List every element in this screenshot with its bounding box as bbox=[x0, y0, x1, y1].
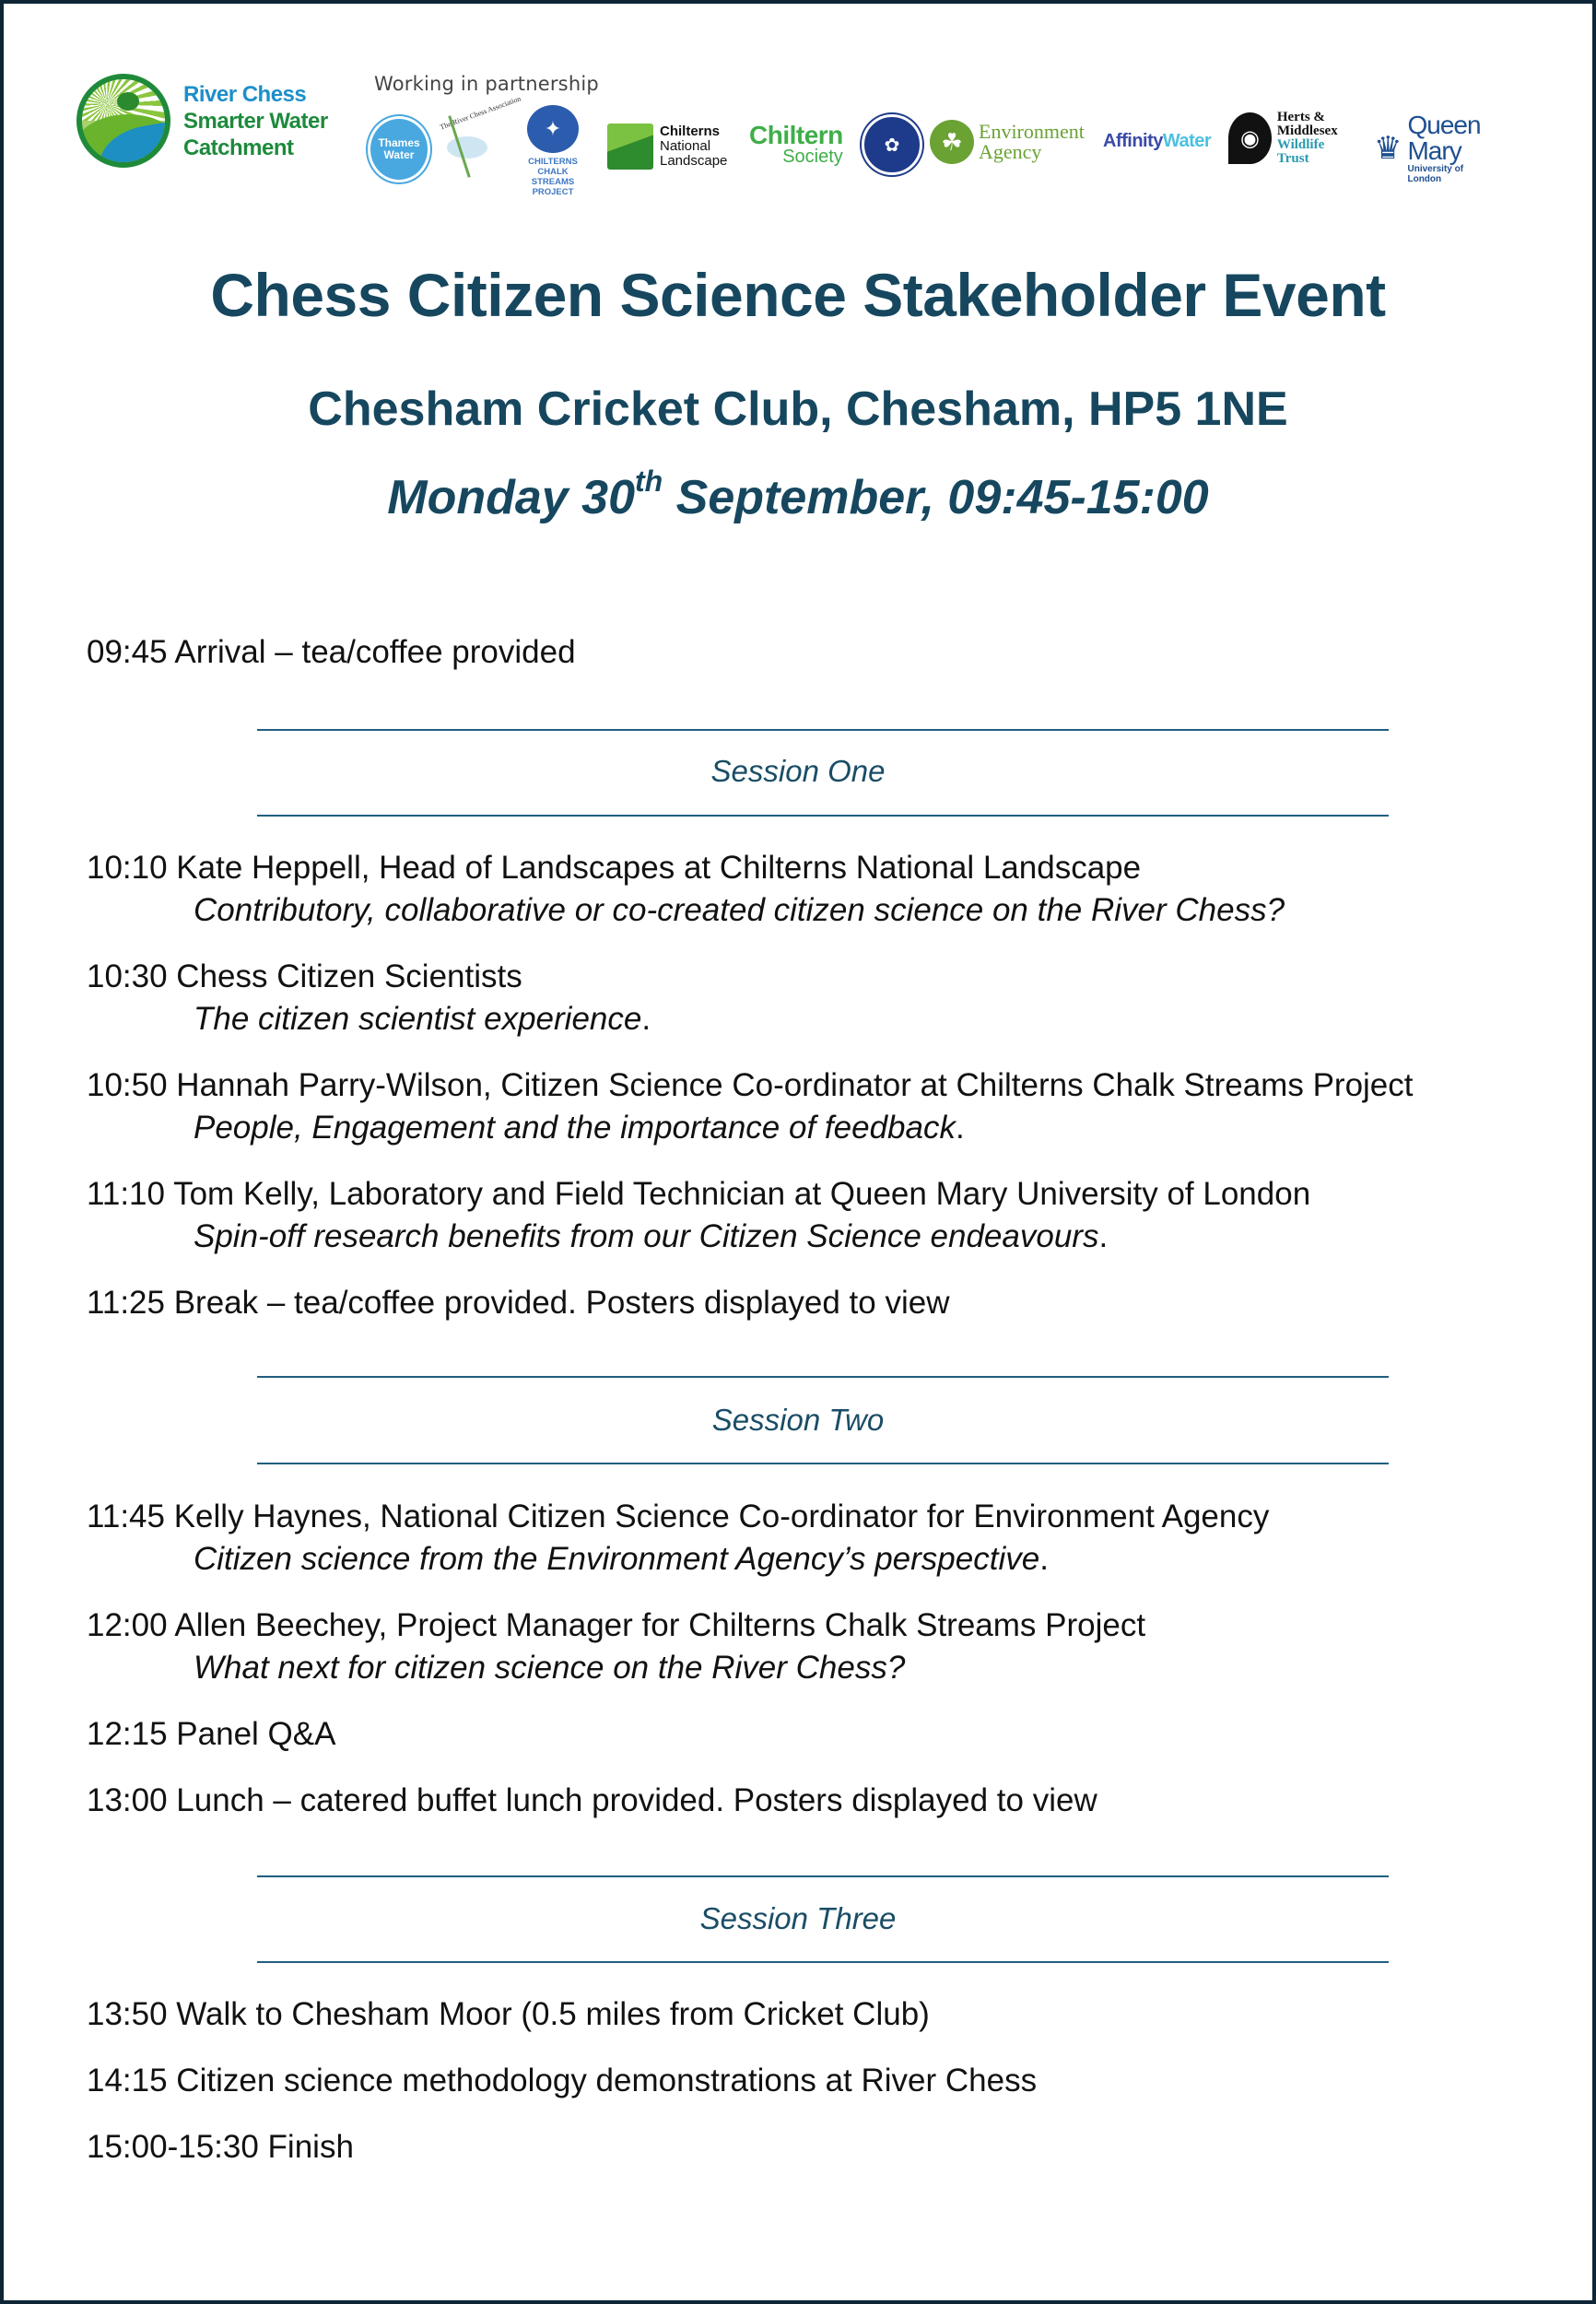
agenda-item-panel: 12:15 Panel Q&A bbox=[87, 1716, 336, 1752]
divider bbox=[257, 815, 1389, 817]
divider bbox=[257, 1463, 1389, 1464]
river-chess-landscape-logo-icon bbox=[76, 74, 170, 168]
talk-subtitle: People, Engagement and the importance of feedback. bbox=[194, 1110, 965, 1146]
dragonfly-logo-icon: The River Chess Association bbox=[438, 109, 499, 182]
buckinghamshire-council-seal-icon: ✿ bbox=[862, 114, 922, 175]
agenda-item-finish: 15:00-15:30 Finish bbox=[87, 2129, 354, 2165]
agenda-item: 13:50 Walk to Chesham Moor (0.5 miles from Cricket Club) bbox=[87, 1996, 930, 2032]
divider bbox=[257, 1376, 1389, 1378]
thames-water-logo-icon: Thames Water bbox=[368, 116, 430, 182]
affinity-water-logo: Affinity Water bbox=[1103, 131, 1212, 151]
session-three-heading: Session Three bbox=[699, 1901, 897, 1935]
agenda-item: 14:15 Citizen science methodology demonstrations at River Chess bbox=[87, 2063, 1038, 2098]
environment-agency-logo: ☘ Environment Agency bbox=[930, 120, 1085, 164]
talk-subtitle: Spin-off research benefits from our Citizen Science endeavours. bbox=[194, 1218, 1109, 1254]
landscape-logo-icon bbox=[607, 123, 653, 170]
talk-subtitle: Contributory, collaborative or co-created citizen science on the River Chess? bbox=[194, 892, 1285, 928]
talk-subtitle: Citizen science from the Environment Agency’s perspective. bbox=[194, 1541, 1049, 1577]
talk-subtitle: The citizen scientist experience. bbox=[194, 1001, 651, 1037]
river-chess-smarter-water-catchment-logo bbox=[76, 74, 328, 168]
agenda-item-lunch: 13:00 Lunch – catered buffet lunch provided. Posters displayed to view bbox=[87, 1782, 1097, 1818]
crown-logo-icon: ♛ bbox=[1374, 131, 1402, 166]
agenda-item: 12:00 Allen Beechey, Project Manager for Chilterns Chalk Streams Project bbox=[87, 1607, 1146, 1643]
agenda-item: 10:30 Chess Citizen Scientists bbox=[87, 958, 522, 994]
event-date-time: Monday 30th September, 09:45-15:00 bbox=[387, 464, 1209, 524]
divider bbox=[257, 729, 1389, 731]
logo-wordmark: River Chess Smarter Water Catchment bbox=[183, 81, 328, 160]
agenda-item: 11:10 Tom Kelly, Laboratory and Field Technician at Queen Mary University of London bbox=[87, 1176, 1311, 1212]
chilterns-chalk-streams-project-logo: ✦ CHILTERNS CHALK STREAMS PROJECT bbox=[521, 105, 585, 197]
divider bbox=[257, 1961, 1389, 1963]
queen-mary-university-logo: ♛ Queen Mary University of London bbox=[1374, 111, 1481, 184]
herts-middlesex-wildlife-trust-logo: ◉ Herts & Middlesex Wildlife Trust bbox=[1228, 111, 1346, 166]
agenda-item: 11:45 Kelly Haynes, National Citizen Science Co-ordinator for Environment Agency bbox=[87, 1499, 1270, 1534]
event-venue: Chesham Cricket Club, Chesham, HP5 1NE bbox=[308, 382, 1288, 436]
session-one-heading: Session One bbox=[710, 754, 886, 788]
page-title: Chess Citizen Science Stakeholder Event bbox=[210, 261, 1386, 329]
agenda-item: 10:50 Hannah Parry-Wilson, Citizen Science Co-ordinator at Chilterns Chalk Streams Project bbox=[87, 1067, 1414, 1103]
session-two-heading: Session Two bbox=[711, 1403, 885, 1437]
badger-logo-icon: ◉ bbox=[1228, 112, 1272, 164]
partnership-label: Working in partnership bbox=[374, 73, 599, 95]
tree-figure-logo-icon: ☘ bbox=[930, 120, 974, 164]
agenda-item-break: 11:25 Break – tea/coffee provided. Posters displayed to view bbox=[87, 1285, 950, 1321]
divider bbox=[257, 1875, 1389, 1877]
agenda-item: 10:10 Kate Heppell, Head of Landscapes at Chilterns National Landscape bbox=[87, 850, 1142, 886]
agenda-item-arrival: 09:45 Arrival – tea/coffee provided bbox=[87, 634, 576, 670]
chilterns-national-landscape-logo: Chilterns National Landscape bbox=[607, 122, 727, 171]
talk-subtitle: What next for citizen science on the River Chess? bbox=[194, 1650, 906, 1686]
chiltern-society-logo: Chiltern Society bbox=[749, 121, 843, 167]
mayfly-logo-icon: ✦ bbox=[527, 105, 579, 153]
